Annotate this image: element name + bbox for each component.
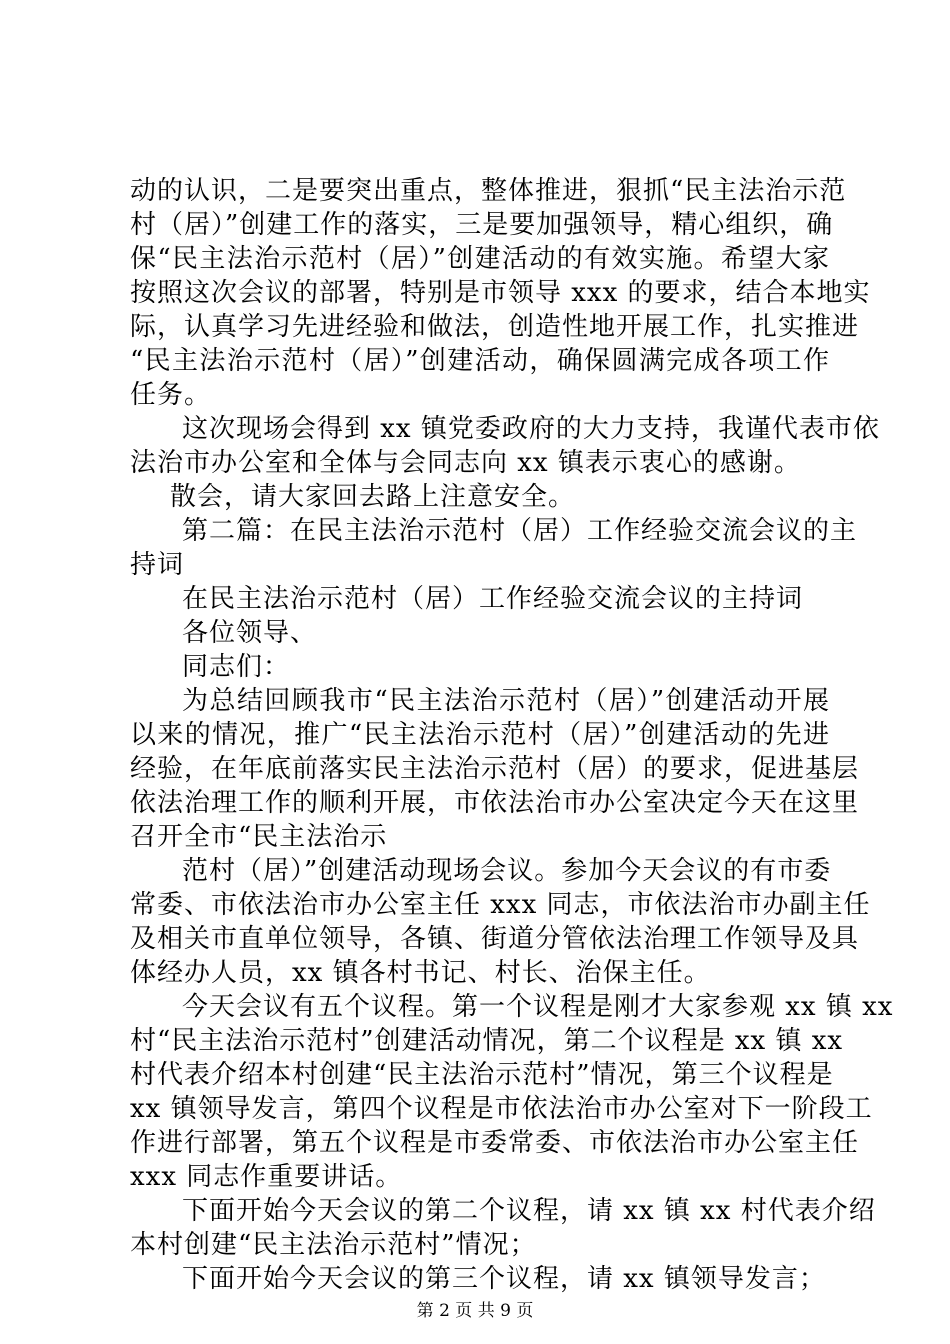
body-line: 体经办人员，xx 镇各村书记、村长、治保主任。 [130,958,711,988]
body-line: 今天会议有五个议程。第一个议程是刚才大家参观 xx 镇 xx [182,992,894,1022]
salutation: 各位领导、 [182,618,318,648]
body-line: 法治市办公室和全体与会同志向 xx 镇表示衷心的感谢。 [130,448,801,478]
section-heading: 持词 [130,550,185,580]
body-line: 以来的情况，推广“民主法治示范村（居）”创建活动的先进 [130,720,830,750]
body-line: 际，认真学习先进经验和做法，创造性地开展工作，扎实推进 [130,312,860,342]
body-line: 散会，请大家回去路上注意安全。 [170,482,576,512]
body-line: 保“民主法治示范村（居）”创建活动的有效实施。希望大家 [130,244,830,274]
body-line: 经验，在年底前落实民主法治示范村（居）的要求，促进基层 [130,754,860,784]
body-line: 村“民主法治示范村”创建活动情况，第二个议程是 xx 镇 xx [130,1026,844,1056]
body-line: 为总结回顾我市“民主法治示范村（居）”创建活动开展 [182,686,830,716]
body-line: 依法治理工作的顺利开展，市依法治市办公室决定今天在这里 [130,788,860,818]
body-line: xx 镇领导发言，第四个议程是市依法治市办公室对下一阶段工 [130,1094,873,1124]
body-line: 常委、市依法治市办公室主任 xxx 同志，市依法治市办副主任 [130,890,871,920]
salutation: 同志们： [182,652,291,682]
body-line: xxx 同志作重要讲话。 [130,1162,403,1192]
speech-title: 在民主法治示范村（居）工作经验交流会议的主持词 [182,584,804,614]
body-line: 及相关市直单位领导，各镇、街道分管依法治理工作领导及具 [130,924,860,954]
body-line: 下面开始今天会议的第三个议程，请 xx 镇领导发言； [182,1264,826,1294]
body-line: “民主法治示范村（居）”创建活动，确保圆满完成各项工作 [130,346,830,376]
body-line: 这次现场会得到 xx 镇党委政府的大力支持，我谨代表市依 [182,414,880,444]
body-line: 召开全市“民主法治示 [130,822,388,852]
body-line: 本村创建“民主法治示范村”情况； [130,1230,537,1260]
page-number-footer: 第 2 页 共 9 页 [416,1301,534,1321]
body-line: 村（居）”创建工作的落实，三是要加强领导，精心组织，确 [130,210,834,240]
body-line: 任务。 [130,380,212,410]
body-line: 动的认识，二是要突出重点，整体推进，狠抓“民主法治示范 [130,176,847,206]
body-line: 村代表介绍本村创建“民主法治示范村”情况，第三个议程是 [130,1060,834,1090]
body-line: 按照这次会议的部署，特别是市领导 xxx 的要求，结合本地实 [130,278,871,308]
body-line: 下面开始今天会议的第二个议程，请 xx 镇 xx 村代表介绍 [182,1196,876,1226]
body-line: 作进行部署，第五个议程是市委常委、市依法治市办公室主任 [130,1128,860,1158]
section-heading: 第二篇：在民主法治示范村（居）工作经验交流会议的主 [182,516,858,546]
body-line: 范村（居）”创建活动现场会议。参加今天会议的有市委 [182,856,832,886]
